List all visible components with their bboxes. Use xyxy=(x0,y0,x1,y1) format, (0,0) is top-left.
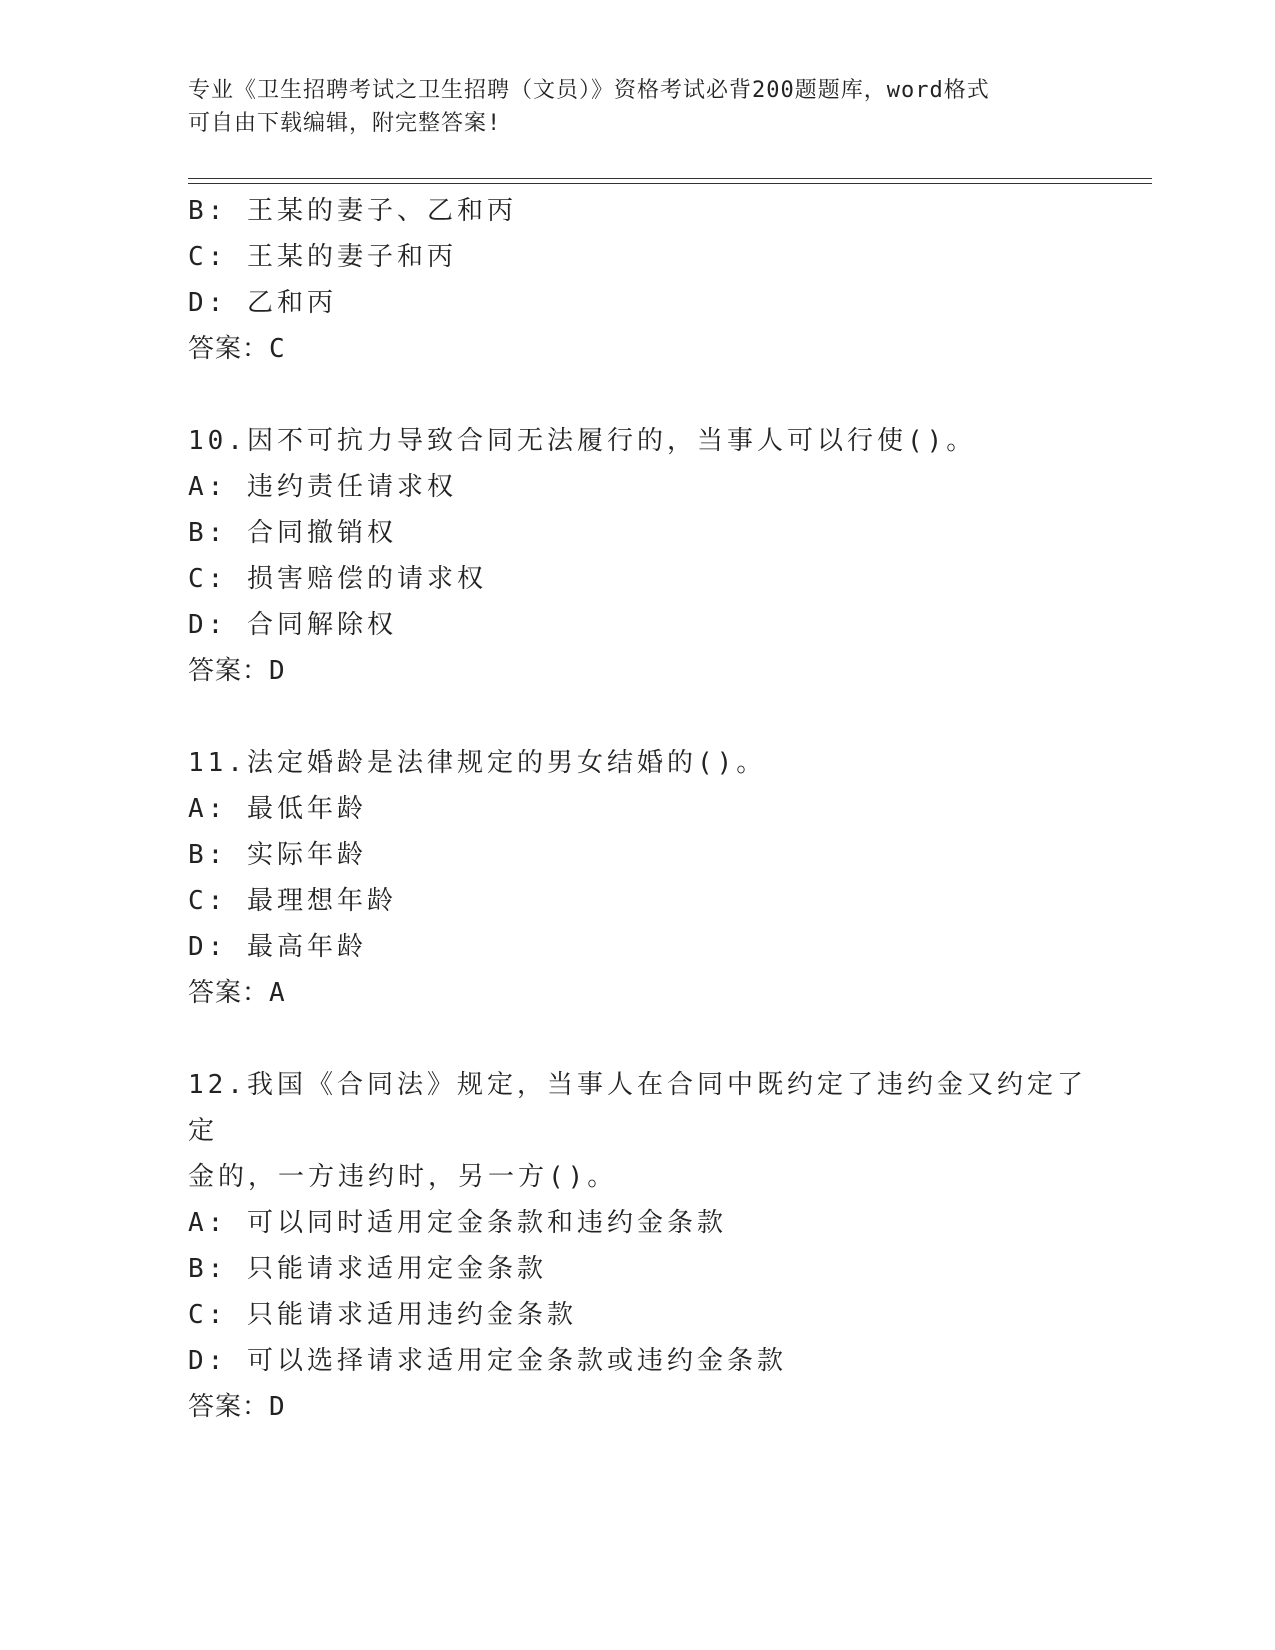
header-line-1: 专业《卫生招聘考试之卫生招聘（文员）》资格考试必背200题题库，word格式 xyxy=(188,78,990,103)
option-d: D: 合同解除权 xyxy=(188,610,397,640)
question-stem-line-1: 12.我国《合同法》规定，当事人在合同中既约定了违约金又约定了定 xyxy=(188,1070,1087,1146)
header-divider xyxy=(188,178,1152,184)
question-list xyxy=(188,188,1088,1430)
question-partial xyxy=(188,188,1088,372)
question-stem: 11.法定婚龄是法律规定的男女结婚的()。 xyxy=(188,748,767,778)
question-11 xyxy=(188,740,1088,1016)
question-stem-line-2: 金的，一方违约时，另一方()。 xyxy=(188,1162,618,1192)
option-a: A: 最低年龄 xyxy=(188,794,367,824)
option-c: C: 王某的妻子和丙 xyxy=(188,242,457,272)
option-c: C: 只能请求适用违约金条款 xyxy=(188,1300,577,1330)
question-10 xyxy=(188,418,1088,694)
option-b: B: 合同撤销权 xyxy=(188,518,397,548)
answer-line: 答案：C xyxy=(188,334,286,364)
spacer xyxy=(188,372,1088,418)
header-line-2: 可自由下载编辑，附完整答案! xyxy=(188,111,502,136)
answer-line: 答案：A xyxy=(188,978,286,1008)
option-c: C: 损害赔偿的请求权 xyxy=(188,564,487,594)
spacer xyxy=(188,1016,1088,1062)
option-a: A: 违约责任请求权 xyxy=(188,472,457,502)
option-b: B: 只能请求适用定金条款 xyxy=(188,1254,547,1284)
option-a: A: 可以同时适用定金条款和违约金条款 xyxy=(188,1208,727,1238)
option-c: C: 最理想年龄 xyxy=(188,886,397,916)
document-header xyxy=(188,74,1088,140)
option-d: D: 最高年龄 xyxy=(188,932,367,962)
question-stem: 10.因不可抗力导致合同无法履行的，当事人可以行使()。 xyxy=(188,426,977,456)
option-b: B: 实际年龄 xyxy=(188,840,367,870)
answer-line: 答案：D xyxy=(188,656,286,686)
option-b: B: 王某的妻子、乙和丙 xyxy=(188,196,517,226)
option-d: D: 可以选择请求适用定金条款或违约金条款 xyxy=(188,1346,787,1376)
option-d: D: 乙和丙 xyxy=(188,288,337,318)
question-12 xyxy=(188,1062,1088,1430)
answer-line: 答案：D xyxy=(188,1392,286,1422)
spacer xyxy=(188,694,1088,740)
